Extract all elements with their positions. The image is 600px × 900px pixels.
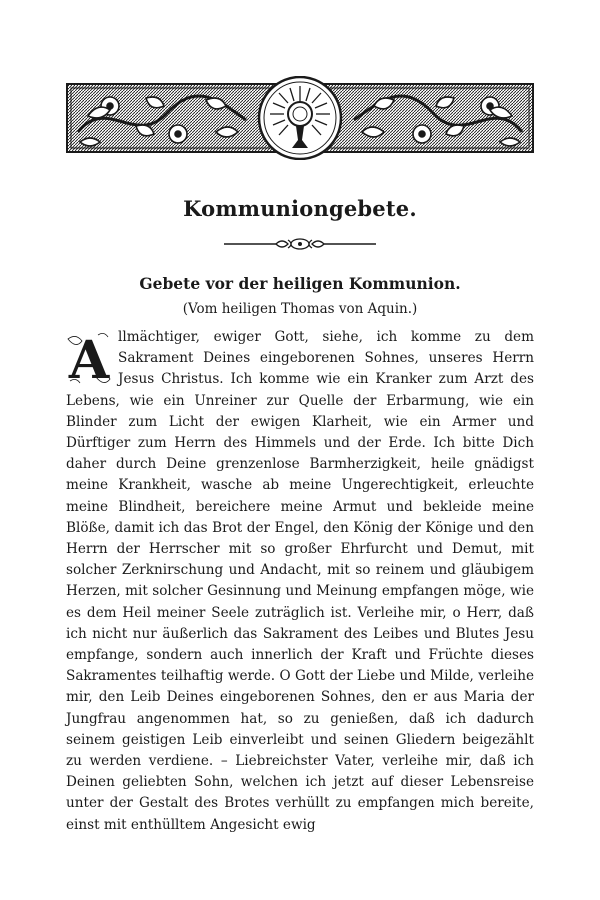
- dropcap-initial: [64, 329, 114, 389]
- page-title: Kommuniongebete.: [183, 196, 417, 221]
- fraktur-dropcap-icon: [64, 329, 114, 389]
- body-paragraph: llmächtiger, ewiger Gott, siehe, ich komme zu dem Sakrament Deines eingeborenen Sohnes, unseres Herrn Jesus Christus. Ich komme wie ein Kranker zum Arzt des Lebens, wie ein Unreiner zur Quelle der Erbarmung, wie ein Blinder zum Licht der ewigen Klarheit, wie ein Armer und Dürftiger zum Herrn des Himmels und der Erde. Ich bitte Dich daher durch Deine grenzenlose Barmherzigkeit, heile gnädigst meine Krankheit, wasche ab meine Ungerechtigkeit, erleuchte meine Blindheit, bereichere meine Armut und bekleide meine Blöße, damit ich das Brot der Engel, den König der Könige und den Herrn der Herrscher mit so großer Ehrfurcht und Demut, mit solcher Zerknirschung und Andacht, mit so reinem und gläubigem Herzen, mit solcher Gesinnung und Meinung empfangen möge, wie es dem Heil meiner Seele zuträglich ist. Verleihe mir, o Herr, daß ich nicht nur äußerlich das Sakrament des Leibes und Blutes Jesu empfange, sondern auch innerlich der Kraft und Früchte dieses Sakramentes teilhaftig werde. O Gott der Liebe und Milde, verleihe mir, den Leib Deines eingeborenen Sohnes, den er aus Maria der Jungfrau angenommen hat, so zu genießen, daß ich dadurch seinem geistigen Leib einverleibt und seinen Gliedern beigezählt zu werden verdiene. – Liebreichster Vater, verleihe mir, daß ich Deinen geliebten Sohn, welchen ich jetzt auf dieser Lebensreise unter der Gestalt des Brotes verhüllt zu empfangen mich bereite, einst mit enthülltem Angesicht ewig: [66, 329, 534, 833]
- prayer-text: [66, 327, 534, 836]
- dropcap-letter: A: [68, 330, 110, 389]
- floral-ornament-icon: [66, 76, 534, 160]
- monstrance-icon: [259, 77, 341, 159]
- ornamental-divider: [224, 236, 376, 252]
- attribution: (Vom heiligen Thomas von Aquin.): [182, 301, 418, 317]
- scroll-divider-icon: [224, 236, 376, 252]
- section-heading: Gebete vor der heiligen Kommunion.: [139, 274, 461, 293]
- ornamental-header: [66, 76, 534, 160]
